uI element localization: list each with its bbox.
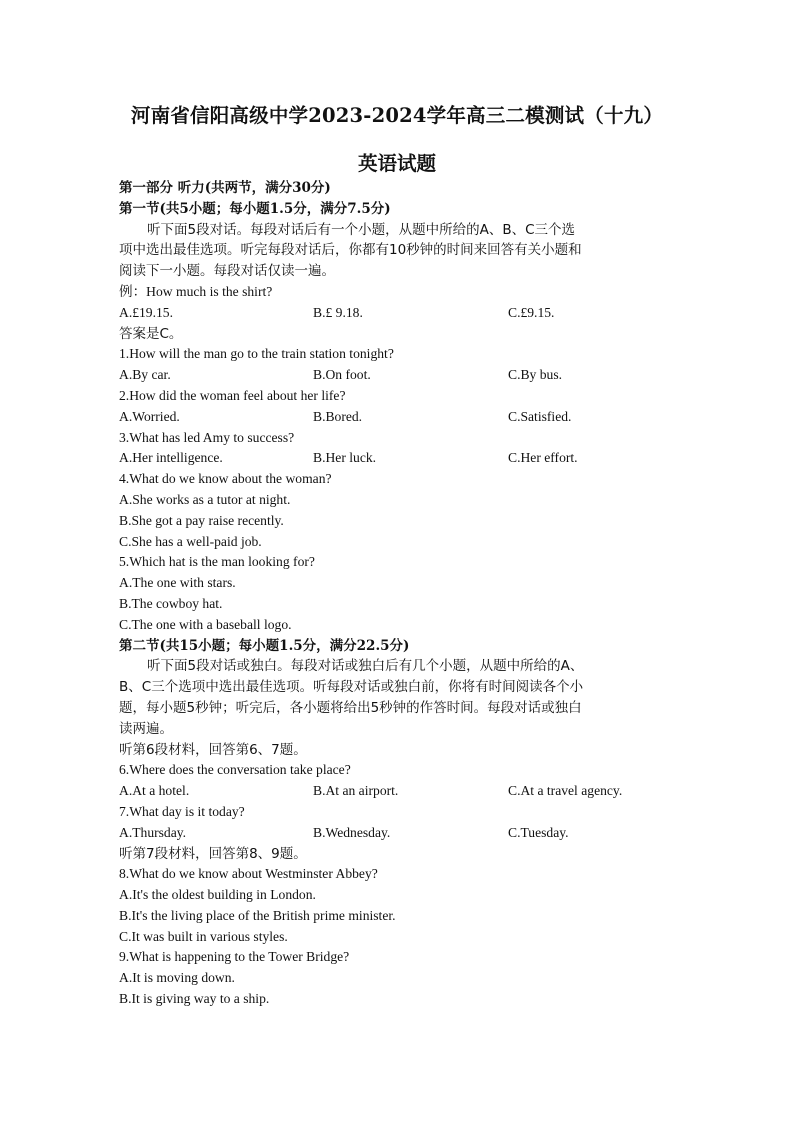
question-9: 9.What is happening to the Tower Bridge? <box>119 949 350 965</box>
instruction-line: 项中选出最佳选项。听完每段对话后，你都有10秒钟的时间来回答有关小题和 <box>119 242 582 259</box>
option-c: C.She has a well-paid job. <box>119 533 262 549</box>
option-b: B.On foot. <box>313 367 371 383</box>
option-b: B.The cowboy hat. <box>119 595 223 611</box>
page-subtitle: 英语试题 <box>357 152 436 175</box>
example-answer: 答案是C。 <box>119 325 183 342</box>
example-options <box>119 303 679 324</box>
option-b: B.Wednesday. <box>313 824 391 840</box>
option-c: C.Her effort. <box>508 450 578 466</box>
option-b: B.At an airport. <box>313 783 399 799</box>
option-c: C.Satisfied. <box>508 408 572 424</box>
option-c: C.£9.15. <box>508 304 555 320</box>
material-6-heading: 听第6段材料，回答第6、7题。 <box>119 741 307 758</box>
instruction-line: 阅读下一小题。每段对话仅读一遍。 <box>119 263 335 280</box>
option-b: B.It is giving way to a ship. <box>119 991 270 1007</box>
option-a: A.She works as a tutor at night. <box>119 491 291 507</box>
question-7: 7.What day is it today? <box>119 803 245 819</box>
option-a: A.Her intelligence. <box>119 450 223 466</box>
question-4: 4.What do we know about the woman? <box>119 471 332 487</box>
option-c: C.At a travel agency. <box>508 783 623 799</box>
example-question: 例：How much is the shirt? <box>119 283 273 299</box>
option-b: B.£ 9.18. <box>313 304 363 320</box>
question-6-options <box>119 781 679 802</box>
section1-heading: 第一节(共5小题；每小题1.5分，满分7.5分) <box>119 200 391 217</box>
option-a: A.At a hotel. <box>119 783 190 799</box>
option-a: A.It's the oldest building in London. <box>119 887 316 903</box>
option-a: A.Worried. <box>119 408 180 424</box>
option-a: A.£19.15. <box>119 304 173 320</box>
exam-content <box>119 178 679 1010</box>
question-1: 1.How will the man go to the train station tonight? <box>119 346 394 362</box>
section2-heading: 第二节(共15小题；每小题1.5分，满分22.5分) <box>119 637 410 654</box>
question-3: 3.What has led Amy to success? <box>119 429 295 445</box>
question-3-options <box>119 448 679 469</box>
option-b: B.Her luck. <box>313 450 377 466</box>
option-a: A.It is moving down. <box>119 970 235 986</box>
option-c: C.Tuesday. <box>508 824 569 840</box>
instruction-line: B、C三个选项中选出最佳选项。听每段对话或独白前，你将有时间阅读各个小 <box>119 679 584 696</box>
instruction-line: 听下面5段对话。每段对话后有一个小题，从题中所给的A、B、C三个选 <box>147 221 576 238</box>
instruction-line: 读两遍。 <box>119 720 173 737</box>
option-c: C.By bus. <box>508 367 563 383</box>
question-6: 6.Where does the conversation take place? <box>119 762 351 778</box>
material-7-heading: 听第7段材料，回答第8、9题。 <box>119 845 307 862</box>
question-2: 2.How did the woman feel about her life? <box>119 387 346 403</box>
part1-heading: 第一部分 听力(共两节，满分30分) <box>119 180 331 196</box>
option-a: A.By car. <box>119 367 171 383</box>
question-5: 5.Which hat is the man looking for? <box>119 554 315 570</box>
question-1-options <box>119 365 679 386</box>
option-a: A.Thursday. <box>119 824 187 840</box>
instruction-line: 题，每小题5秒钟；听完后，各小题将给出5秒钟的作答时间。每段对话或独白 <box>119 699 582 716</box>
option-b: B.She got a pay raise recently. <box>119 512 284 528</box>
option-c: C.The one with a baseball logo. <box>119 616 292 632</box>
page-title: 河南省信阳高级中学2023-2024学年高三二模测试（十九） <box>130 104 664 127</box>
option-b: B.Bored. <box>313 408 363 424</box>
option-c: C.It was built in various styles. <box>119 928 288 944</box>
option-a: A.The one with stars. <box>119 575 236 591</box>
question-8: 8.What do we know about Westminster Abbey? <box>119 866 378 882</box>
option-b: B.It's the living place of the British prime minister. <box>119 907 396 923</box>
question-7-options <box>119 823 679 844</box>
instruction-line: 听下面5段对话或独白。每段对话或独白后有几个小题，从题中所给的A、 <box>147 658 584 675</box>
question-2-options <box>119 407 679 428</box>
